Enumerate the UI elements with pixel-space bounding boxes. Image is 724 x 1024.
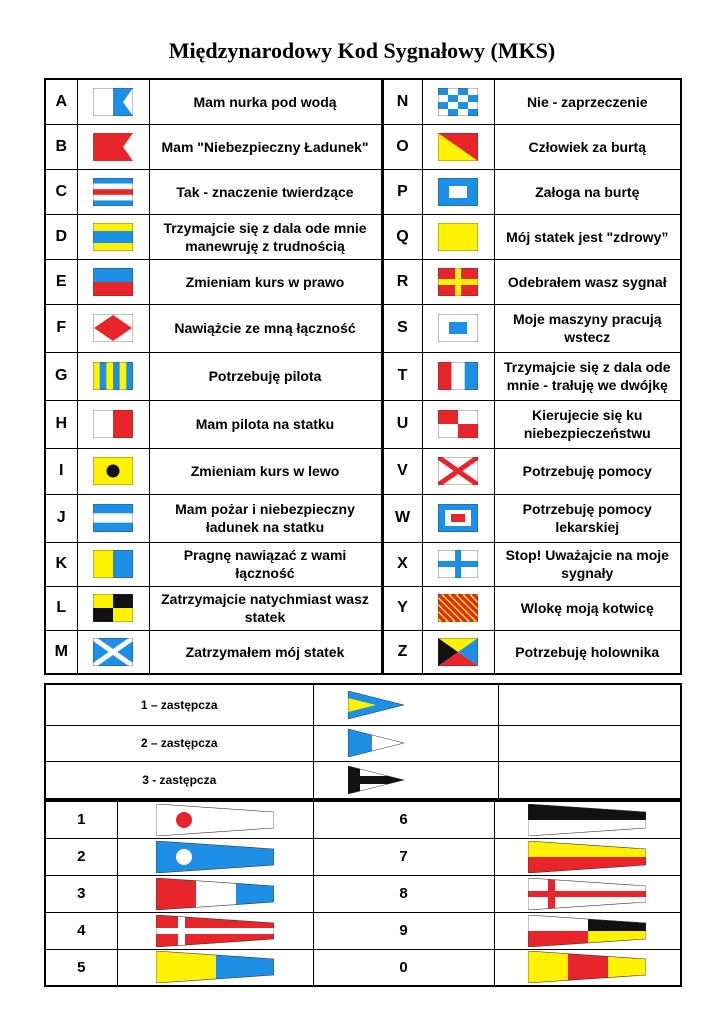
flag-meaning: Stop! Uważajcie na moje sygnały — [494, 542, 681, 586]
page-title: Międzynarodowy Kod Sygnałowy (MKS) — [168, 38, 556, 63]
pennant-6-icon — [494, 801, 681, 838]
empty-cell — [498, 684, 681, 725]
flag-meaning: Potrzebuję pomocy lekarskiej — [494, 494, 681, 542]
pennant-5-icon — [117, 949, 313, 986]
flag-meaning: Nawiążcie ze mną łączność — [149, 304, 382, 352]
numeral-pennants-table — [44, 800, 682, 987]
flag-d-icon — [77, 214, 149, 259]
empty-cell — [498, 761, 681, 799]
flag-meaning: Kierujecie się ku niebezpieczeństwu — [494, 400, 681, 448]
table-row — [45, 630, 681, 674]
flag-letter: B — [45, 124, 77, 169]
empty-cell — [498, 725, 681, 761]
pennant-4-icon — [117, 912, 313, 949]
table-row — [45, 761, 681, 799]
flag-meaning: Człowiek za burtą — [494, 124, 681, 169]
table-row — [45, 494, 681, 542]
flag-letter: R — [382, 259, 422, 304]
flag-letter: A — [45, 79, 77, 124]
pennant-0-icon — [494, 949, 681, 986]
flag-letter: O — [382, 124, 422, 169]
flag-meaning: Potrzebuję pilota — [149, 352, 382, 400]
table-row — [45, 684, 681, 725]
flag-l-icon — [77, 586, 149, 630]
flag-i-icon — [77, 448, 149, 494]
table-row — [45, 79, 681, 124]
flag-letter: T — [382, 352, 422, 400]
flag-u-icon — [422, 400, 494, 448]
flag-letter: F — [45, 304, 77, 352]
pennant-9-icon — [494, 912, 681, 949]
flag-letter: C — [45, 169, 77, 214]
pennant-digit: 3 — [45, 875, 117, 912]
flag-letter: H — [45, 400, 77, 448]
sub-3-icon — [313, 761, 438, 799]
flag-letter: K — [45, 542, 77, 586]
table-row — [45, 352, 681, 400]
flag-letter: P — [382, 169, 422, 214]
flag-letter: S — [382, 304, 422, 352]
table-row — [45, 259, 681, 304]
table-row — [45, 448, 681, 494]
flag-v-icon — [422, 448, 494, 494]
table-row — [45, 400, 681, 448]
flag-f-icon — [77, 304, 149, 352]
table-row — [45, 169, 681, 214]
flag-meaning: Załoga na burtę — [494, 169, 681, 214]
pennant-digit: 0 — [313, 949, 494, 986]
flag-meaning: Potrzebuję pomocy — [494, 448, 681, 494]
flag-k-icon — [77, 542, 149, 586]
table-row — [45, 542, 681, 586]
flag-r-icon — [422, 259, 494, 304]
flag-m-icon — [77, 630, 149, 674]
flag-letter: J — [45, 494, 77, 542]
flag-meaning: Mój statek jest "zdrowy” — [494, 214, 681, 259]
flag-letter: V — [382, 448, 422, 494]
substitute-label: 3 - zastępcza — [45, 761, 313, 799]
substitute-label: 1 – zastępcza — [45, 684, 313, 725]
flag-a-icon — [77, 79, 149, 124]
table-row — [45, 586, 681, 630]
flag-meaning: Mam pożar i niebezpieczny ładunek na statku — [149, 494, 382, 542]
flag-meaning: Tak - znaczenie twierdzące — [149, 169, 382, 214]
pennant-7-icon — [494, 838, 681, 875]
flag-letter: Y — [382, 586, 422, 630]
flag-meaning: Pragnę nawiązać z wami łączność — [149, 542, 382, 586]
flag-meaning: Zmieniam kurs w lewo — [149, 448, 382, 494]
flag-meaning: Mam nurka pod wodą — [149, 79, 382, 124]
flag-n-icon — [422, 79, 494, 124]
flag-letter: Q — [382, 214, 422, 259]
pennant-1-icon — [117, 801, 313, 838]
table-row — [45, 124, 681, 169]
sub-1-icon — [313, 684, 438, 725]
letter-flags-table — [44, 78, 682, 675]
table-row — [45, 949, 681, 986]
flag-meaning: Zatrzymajcie natychmiast wasz statek — [149, 586, 382, 630]
flag-letter: L — [45, 586, 77, 630]
flag-meaning: Zmieniam kurs w prawo — [149, 259, 382, 304]
flag-meaning: Potrzebuję holownika — [494, 630, 681, 674]
pennant-digit: 4 — [45, 912, 117, 949]
table-row — [45, 875, 681, 912]
table-row — [45, 725, 681, 761]
flag-meaning: Odebrałem wasz sygnał — [494, 259, 681, 304]
table-row — [45, 304, 681, 352]
table-row — [45, 838, 681, 875]
table-row — [45, 912, 681, 949]
flag-j-icon — [77, 494, 149, 542]
pennant-digit: 9 — [313, 912, 494, 949]
flag-meaning: Mam "Niebezpieczny Ładunek" — [149, 124, 382, 169]
pennant-digit: 6 — [313, 801, 494, 838]
flag-g-icon — [77, 352, 149, 400]
pennant-8-icon — [494, 875, 681, 912]
flag-letter: M — [45, 630, 77, 674]
table-row — [45, 801, 681, 838]
pennant-digit: 7 — [313, 838, 494, 875]
sub-2-icon — [313, 725, 438, 761]
empty-cell — [438, 725, 498, 761]
flag-meaning: Trzymajcie się z dala ode mnie manewruję z trudnością — [149, 214, 382, 259]
flag-letter: G — [45, 352, 77, 400]
pennant-digit: 8 — [313, 875, 494, 912]
empty-cell — [438, 684, 498, 725]
flag-letter: U — [382, 400, 422, 448]
flag-c-icon — [77, 169, 149, 214]
flag-meaning: Trzymajcie się z dala ode mnie - trałuję we dwójkę — [494, 352, 681, 400]
flag-meaning: Moje maszyny pracują wstecz — [494, 304, 681, 352]
flag-letter: N — [382, 79, 422, 124]
substitute-flags-table — [44, 683, 682, 800]
flag-letter: W — [382, 494, 422, 542]
flag-p-icon — [422, 169, 494, 214]
flag-b-icon — [77, 124, 149, 169]
table-row — [45, 214, 681, 259]
pennant-digit: 2 — [45, 838, 117, 875]
flag-letter: X — [382, 542, 422, 586]
flag-w-icon — [422, 494, 494, 542]
flag-letter: I — [45, 448, 77, 494]
flag-letter: D — [45, 214, 77, 259]
flag-q-icon — [422, 214, 494, 259]
flag-e-icon — [77, 259, 149, 304]
empty-cell — [438, 761, 498, 799]
pennant-digit: 1 — [45, 801, 117, 838]
flag-z-icon — [422, 630, 494, 674]
flag-meaning: Nie - zaprzeczenie — [494, 79, 681, 124]
flag-letter: E — [45, 259, 77, 304]
flag-letter: Z — [382, 630, 422, 674]
flag-t-icon — [422, 352, 494, 400]
flag-h-icon — [77, 400, 149, 448]
flag-meaning: Mam pilota na statku — [149, 400, 382, 448]
substitute-label: 2 – zastępcza — [45, 725, 313, 761]
flag-y-icon — [422, 586, 494, 630]
flag-o-icon — [422, 124, 494, 169]
flag-meaning: Zatrzymałem mój statek — [149, 630, 382, 674]
pennant-3-icon — [117, 875, 313, 912]
pennant-2-icon — [117, 838, 313, 875]
flag-meaning: Wlokę moją kotwicę — [494, 586, 681, 630]
flag-s-icon — [422, 304, 494, 352]
flag-x-icon — [422, 542, 494, 586]
pennant-digit: 5 — [45, 949, 117, 986]
